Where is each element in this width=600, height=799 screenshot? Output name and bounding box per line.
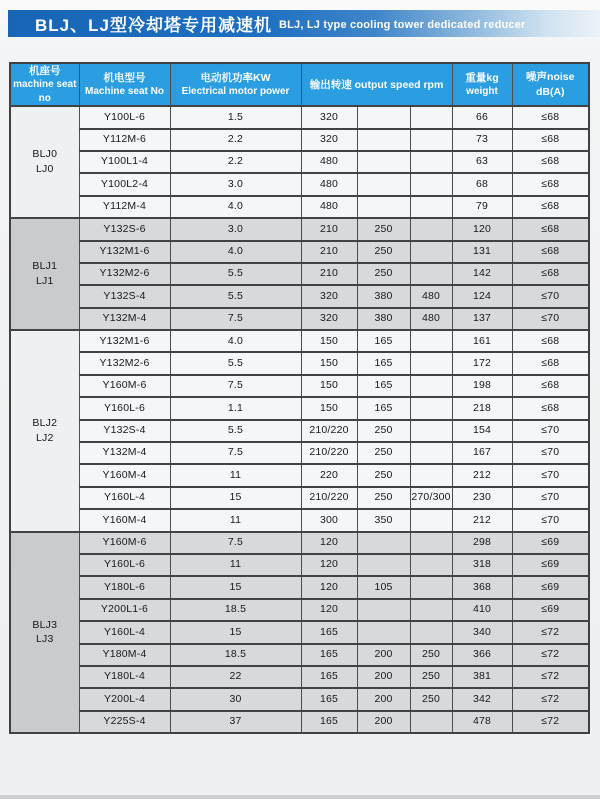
col-header-model-en: Machine seat No: [85, 85, 164, 97]
cell-model: Y160M-6: [79, 375, 170, 397]
cell-power: 1.5: [170, 106, 301, 128]
table-body: [10, 106, 589, 733]
cell-speed-1: 165: [301, 666, 357, 688]
cell-model: Y132M2-6: [79, 263, 170, 285]
cell-power: 4.0: [170, 241, 301, 263]
cell-power: 22: [170, 666, 301, 688]
col-header-model-zh: 机电型号: [103, 71, 146, 84]
cell-power: 30: [170, 688, 301, 710]
table-row: [10, 621, 589, 643]
cell-speed-3: [410, 621, 452, 643]
cell-speed-2: 165: [357, 375, 410, 397]
cell-speed-2: 165: [357, 352, 410, 374]
cell-speed-2: 200: [357, 666, 410, 688]
cell-weight: 73: [452, 129, 512, 151]
cell-model: Y100L-6: [79, 106, 170, 128]
cell-model: Y225S-4: [79, 711, 170, 733]
cell-model: Y160M-6: [79, 532, 170, 554]
cell-speed-2: 250: [357, 487, 410, 509]
cell-model: Y160M-4: [79, 509, 170, 531]
cell-model: Y180L-6: [79, 576, 170, 598]
table-row: [10, 263, 589, 285]
cell-speed-1: 210/220: [301, 442, 357, 464]
table-row: [10, 464, 589, 486]
table-row: [10, 509, 589, 531]
cell-weight: 68: [452, 173, 512, 195]
cell-speed-3: 250: [410, 644, 452, 666]
cell-model: Y112M-4: [79, 196, 170, 218]
cell-noise: ≤69: [512, 532, 589, 554]
cell-speed-1: 120: [301, 576, 357, 598]
table-row: [10, 599, 589, 621]
cell-speed-3: 250: [410, 666, 452, 688]
cell-weight: 172: [452, 352, 512, 374]
col-header-weight-en: weight: [466, 85, 498, 97]
col-header-model: [79, 63, 170, 106]
cell-speed-3: [410, 599, 452, 621]
cell-power: 7.5: [170, 308, 301, 330]
cell-speed-1: 150: [301, 330, 357, 352]
cell-weight: 142: [452, 263, 512, 285]
table-row: [10, 487, 589, 509]
cell-power: 15: [170, 621, 301, 643]
cell-model: Y132M2-6: [79, 352, 170, 374]
cell-weight: 212: [452, 509, 512, 531]
cell-model: Y132S-4: [79, 285, 170, 307]
col-header-seat-en: machine seat no: [13, 79, 77, 104]
cell-noise: ≤68: [512, 129, 589, 151]
table-row: [10, 420, 589, 442]
cell-model: Y132M-4: [79, 442, 170, 464]
table-row: [10, 151, 589, 173]
cell-speed-2: 250: [357, 464, 410, 486]
cell-speed-1: 165: [301, 644, 357, 666]
cell-noise: ≤68: [512, 218, 589, 240]
cell-speed-3: [410, 263, 452, 285]
cell-speed-3: [410, 464, 452, 486]
cell-model: Y180L-4: [79, 666, 170, 688]
cell-speed-2: [357, 599, 410, 621]
cell-speed-2: 165: [357, 330, 410, 352]
cell-speed-3: [410, 576, 452, 598]
table-row: [10, 666, 589, 688]
cell-speed-1: 480: [301, 151, 357, 173]
cell-noise: ≤70: [512, 487, 589, 509]
cell-noise: ≤68: [512, 330, 589, 352]
table-row: [10, 285, 589, 307]
cell-speed-2: 350: [357, 509, 410, 531]
cell-power: 5.5: [170, 420, 301, 442]
col-header-power-zh: 电动机功率KW: [200, 71, 271, 84]
cell-speed-2: [357, 196, 410, 218]
cell-power: 5.5: [170, 263, 301, 285]
cell-noise: ≤70: [512, 420, 589, 442]
group-seat-cell: BLJ3 LJ3: [10, 532, 79, 734]
table-row: [10, 442, 589, 464]
cell-speed-3: [410, 375, 452, 397]
cell-speed-2: 250: [357, 442, 410, 464]
table-row: [10, 308, 589, 330]
cell-speed-2: [357, 173, 410, 195]
cell-speed-2: 250: [357, 218, 410, 240]
col-header-seat: [10, 63, 79, 106]
cell-model: Y132M1-6: [79, 330, 170, 352]
cell-power: 37: [170, 711, 301, 733]
cell-speed-1: 210/220: [301, 487, 357, 509]
cell-model: Y132M1-6: [79, 241, 170, 263]
cell-speed-2: 200: [357, 688, 410, 710]
group-seat-cell: BLJ2 LJ2: [10, 330, 79, 532]
cell-weight: 66: [452, 106, 512, 128]
cell-noise: ≤68: [512, 173, 589, 195]
cell-speed-1: 150: [301, 352, 357, 374]
cell-speed-1: 320: [301, 285, 357, 307]
cell-noise: ≤68: [512, 241, 589, 263]
cell-noise: ≤68: [512, 106, 589, 128]
cell-speed-3: [410, 711, 452, 733]
table-row: [10, 218, 589, 240]
cell-weight: 218: [452, 397, 512, 419]
cell-speed-2: 165: [357, 397, 410, 419]
cell-speed-2: 380: [357, 285, 410, 307]
cell-power: 11: [170, 554, 301, 576]
cell-model: Y100L1-4: [79, 151, 170, 173]
cell-speed-1: 320: [301, 308, 357, 330]
cell-speed-1: 210/220: [301, 420, 357, 442]
cell-weight: 381: [452, 666, 512, 688]
table-row: [10, 688, 589, 710]
cell-speed-2: 200: [357, 644, 410, 666]
cell-speed-1: 210: [301, 218, 357, 240]
cell-speed-1: 320: [301, 106, 357, 128]
col-header-power: [170, 63, 301, 106]
cell-power: 15: [170, 576, 301, 598]
page-title-en: BLJ, LJ type cooling tower dedicated reducer: [278, 19, 526, 31]
cell-speed-2: [357, 151, 410, 173]
cell-model: Y160L-4: [79, 487, 170, 509]
cell-speed-1: 210: [301, 241, 357, 263]
cell-speed-3: [410, 129, 452, 151]
header-row: [10, 63, 589, 106]
cell-power: 4.0: [170, 330, 301, 352]
cell-speed-3: [410, 554, 452, 576]
cell-model: Y160L-6: [79, 554, 170, 576]
table-row: [10, 375, 589, 397]
cell-noise: ≤70: [512, 442, 589, 464]
col-header-power-en: Electrical motor power: [181, 85, 290, 97]
cell-speed-2: 250: [357, 263, 410, 285]
cell-model: Y132S-6: [79, 218, 170, 240]
cell-speed-2: [357, 532, 410, 554]
cell-noise: ≤69: [512, 576, 589, 598]
cell-weight: 368: [452, 576, 512, 598]
cell-speed-1: 165: [301, 711, 357, 733]
cell-power: 2.2: [170, 151, 301, 173]
cell-speed-3: [410, 397, 452, 419]
cell-noise: ≤72: [512, 711, 589, 733]
col-header-noise: 噪声noise dB(A): [512, 63, 589, 106]
table-row: [10, 173, 589, 195]
cell-speed-2: [357, 129, 410, 151]
cell-weight: 161: [452, 330, 512, 352]
cell-speed-3: [410, 442, 452, 464]
cell-speed-1: 120: [301, 599, 357, 621]
cell-speed-3: 480: [410, 308, 452, 330]
cell-speed-3: [410, 151, 452, 173]
cell-noise: ≤70: [512, 308, 589, 330]
table-row: [10, 129, 589, 151]
cell-noise: ≤68: [512, 196, 589, 218]
cell-weight: 154: [452, 420, 512, 442]
cell-power: 3.0: [170, 173, 301, 195]
cell-speed-3: 480: [410, 285, 452, 307]
cell-speed-1: 480: [301, 196, 357, 218]
cell-speed-3: [410, 241, 452, 263]
cell-speed-2: [357, 554, 410, 576]
cell-noise: ≤72: [512, 666, 589, 688]
cell-weight: 342: [452, 688, 512, 710]
cell-weight: 198: [452, 375, 512, 397]
cell-speed-1: 300: [301, 509, 357, 531]
cell-speed-3: [410, 330, 452, 352]
table-row: [10, 397, 589, 419]
cell-noise: ≤68: [512, 263, 589, 285]
cell-power: 15: [170, 487, 301, 509]
cell-power: 1.1: [170, 397, 301, 419]
cell-noise: ≤72: [512, 644, 589, 666]
table-row: [10, 352, 589, 374]
cell-speed-3: [410, 218, 452, 240]
cell-speed-3: 250: [410, 688, 452, 710]
cell-power: 4.0: [170, 196, 301, 218]
cell-power: 18.5: [170, 599, 301, 621]
cell-noise: ≤72: [512, 688, 589, 710]
reducer-spec-table: [9, 62, 590, 734]
table-row: [10, 644, 589, 666]
cell-speed-3: [410, 509, 452, 531]
cell-noise: ≤69: [512, 554, 589, 576]
table-row: [10, 532, 589, 554]
cell-noise: ≤68: [512, 375, 589, 397]
cell-weight: 410: [452, 599, 512, 621]
cell-noise: ≤68: [512, 352, 589, 374]
cell-speed-2: 200: [357, 711, 410, 733]
table-row: [10, 106, 589, 128]
cell-model: Y160L-4: [79, 621, 170, 643]
cell-noise: ≤68: [512, 151, 589, 173]
table-row: [10, 241, 589, 263]
cell-power: 7.5: [170, 442, 301, 464]
cell-speed-2: [357, 621, 410, 643]
cell-model: Y132M-4: [79, 308, 170, 330]
cell-weight: 212: [452, 464, 512, 486]
cell-weight: 79: [452, 196, 512, 218]
cell-speed-1: 320: [301, 129, 357, 151]
cell-speed-2: 250: [357, 241, 410, 263]
cell-speed-1: 220: [301, 464, 357, 486]
cell-speed-1: 150: [301, 397, 357, 419]
cell-power: 11: [170, 509, 301, 531]
cell-speed-2: 380: [357, 308, 410, 330]
cell-speed-3: [410, 173, 452, 195]
cell-weight: 230: [452, 487, 512, 509]
cell-model: Y112M-6: [79, 129, 170, 151]
cell-power: 18.5: [170, 644, 301, 666]
page-bottom-edge: [0, 795, 600, 799]
cell-speed-2: [357, 106, 410, 128]
cell-speed-1: 210: [301, 263, 357, 285]
table-row: [10, 554, 589, 576]
col-header-weight-zh: 重量kg: [465, 71, 499, 84]
cell-speed-1: 150: [301, 375, 357, 397]
cell-model: Y160L-6: [79, 397, 170, 419]
cell-power: 5.5: [170, 285, 301, 307]
cell-weight: 131: [452, 241, 512, 263]
cell-noise: ≤70: [512, 285, 589, 307]
cell-model: Y132S-4: [79, 420, 170, 442]
cell-noise: ≤72: [512, 621, 589, 643]
cell-speed-3: [410, 196, 452, 218]
group-seat-cell: BLJ1 LJ1: [10, 218, 79, 330]
cell-weight: 63: [452, 151, 512, 173]
cell-speed-2: 250: [357, 420, 410, 442]
page-title-zh: BLJ、LJ型冷却塔专用减速机: [35, 16, 272, 35]
cell-model: Y180M-4: [79, 644, 170, 666]
cell-model: Y160M-4: [79, 464, 170, 486]
cell-noise: ≤68: [512, 397, 589, 419]
cell-weight: 340: [452, 621, 512, 643]
col-header-speed: 输出转速 output speed rpm: [301, 63, 452, 106]
cell-noise: ≤70: [512, 464, 589, 486]
table-row: [10, 196, 589, 218]
page-title-bar: [8, 10, 600, 37]
col-header-weight: [452, 63, 512, 106]
cell-weight: 167: [452, 442, 512, 464]
cell-weight: 137: [452, 308, 512, 330]
cell-speed-1: 165: [301, 621, 357, 643]
cell-speed-1: 120: [301, 532, 357, 554]
cell-speed-1: 480: [301, 173, 357, 195]
cell-speed-3: [410, 106, 452, 128]
cell-weight: 478: [452, 711, 512, 733]
cell-weight: 318: [452, 554, 512, 576]
cell-power: 2.2: [170, 129, 301, 151]
cell-speed-3: [410, 532, 452, 554]
cell-weight: 366: [452, 644, 512, 666]
cell-power: 5.5: [170, 352, 301, 374]
table-row: [10, 330, 589, 352]
cell-noise: ≤70: [512, 509, 589, 531]
cell-speed-3: [410, 420, 452, 442]
cell-weight: 124: [452, 285, 512, 307]
cell-model: Y200L-4: [79, 688, 170, 710]
cell-noise: ≤69: [512, 599, 589, 621]
cell-power: 3.0: [170, 218, 301, 240]
cell-power: 11: [170, 464, 301, 486]
table-row: [10, 711, 589, 733]
cell-weight: 120: [452, 218, 512, 240]
cell-speed-1: 165: [301, 688, 357, 710]
cell-model: Y100L2-4: [79, 173, 170, 195]
table-row: [10, 576, 589, 598]
group-seat-cell: BLJ0 LJ0: [10, 106, 79, 218]
cell-speed-2: 105: [357, 576, 410, 598]
cell-speed-1: 120: [301, 554, 357, 576]
cell-speed-3: [410, 352, 452, 374]
col-header-seat-zh: 机座号: [29, 65, 61, 77]
cell-power: 7.5: [170, 375, 301, 397]
cell-model: Y200L1-6: [79, 599, 170, 621]
cell-power: 7.5: [170, 532, 301, 554]
cell-speed-3: 270/300: [410, 487, 452, 509]
cell-weight: 298: [452, 532, 512, 554]
